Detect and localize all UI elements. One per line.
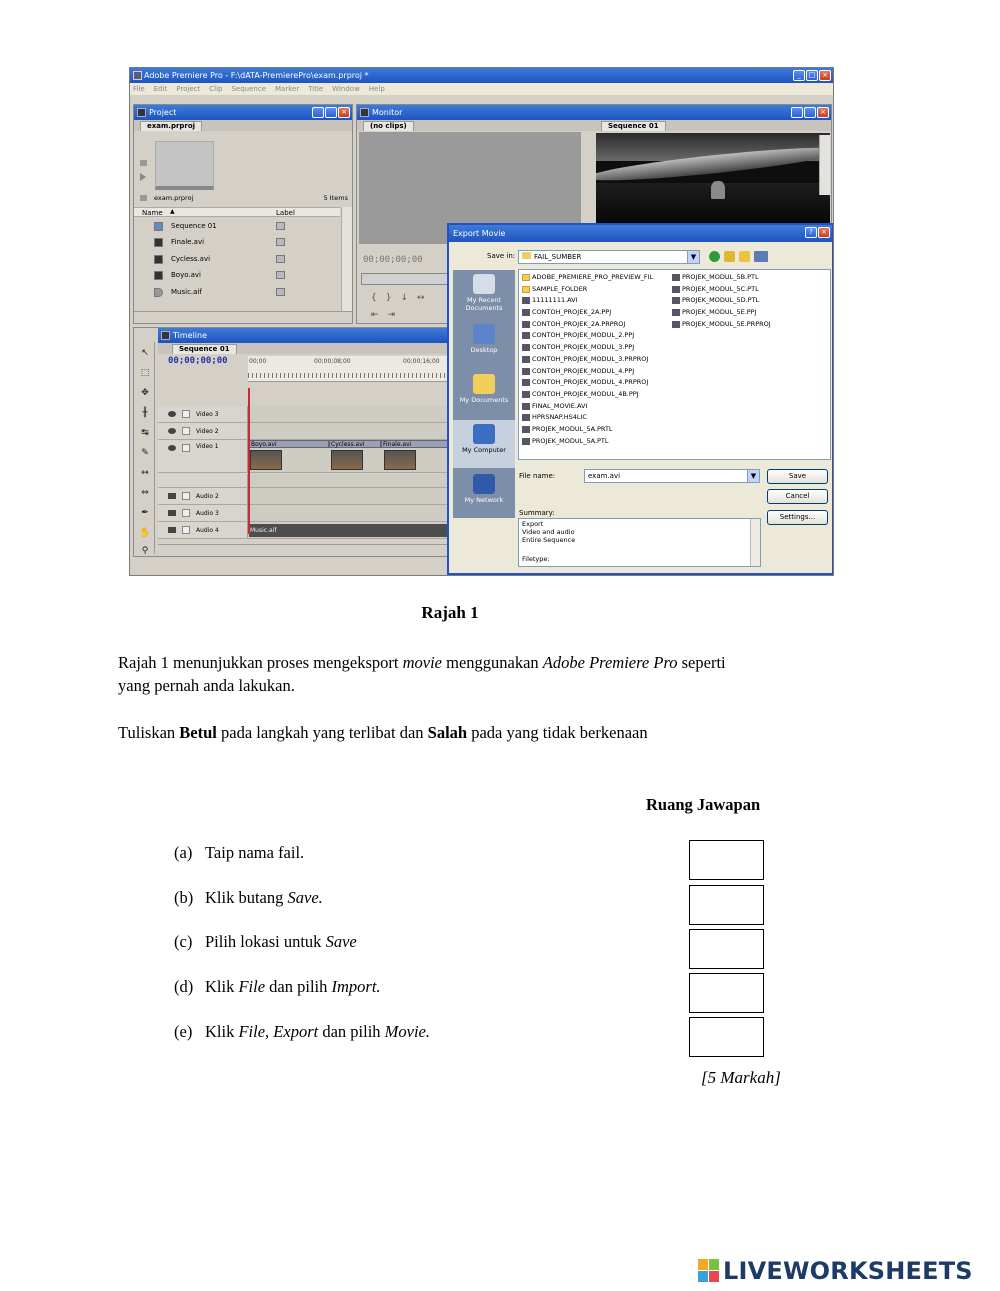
menu-marker[interactable]: Marker [275,85,300,93]
answer-box-c[interactable] [689,929,764,969]
my-computer-icon [473,424,495,444]
file-list-item[interactable]: PROJEK_MODUL_5E.PRPROJ [671,319,771,331]
save-button[interactable]: Save [767,469,828,484]
time-ruler[interactable]: 00;00 00;00;08;00 00;00;16;00 [248,356,447,382]
panel-minimize-icon[interactable] [312,107,324,118]
places-bar [453,270,515,518]
chevron-down-icon[interactable]: ▼ [687,251,699,263]
figure-caption: Rajah 1 [421,603,479,622]
liveworksheets-logo [698,1257,973,1285]
file-list-item[interactable]: CONTOH_PROJEK_2A.PPJ [521,307,653,319]
monitor-panel-titlebar [357,105,831,120]
track-video-2[interactable]: Video 2 [158,423,447,440]
list-item[interactable]: Boyo.avi [134,267,339,283]
tab-sequence[interactable]: Sequence 01 [172,344,237,354]
question-c: (c) Pilih lokasi untuk Save [174,932,357,951]
file-icon [522,379,530,386]
timeline-panel-titlebar [158,328,447,343]
clip-music[interactable]: Music.aif [249,524,447,537]
file-list-item[interactable]: HPRSNAP.HS4LIC [521,412,653,424]
menu-file[interactable]: File [133,85,145,93]
jog-shuttle[interactable] [361,273,449,285]
recent-documents-icon [473,274,495,294]
place-desktop[interactable]: Desktop [453,320,515,368]
track-audio-1[interactable] [158,474,447,488]
file-icon [522,332,530,339]
menu-edit[interactable]: Edit [153,85,168,93]
film-icon [154,271,163,280]
file-icon [522,414,530,421]
project-icon [137,108,146,117]
my-documents-icon [473,374,495,394]
file-list [518,269,831,460]
track-select-tool-icon[interactable]: ⬚ [140,368,150,378]
track-video-1[interactable]: Video 1 Boyo.avi Cycless.avi Finale.avi [158,440,447,473]
back-icon[interactable] [709,251,720,262]
eye-icon[interactable] [168,411,176,417]
summary-box: Export Video and audio Entire Sequence Filetype: [518,518,761,567]
label-swatch [276,255,285,263]
file-icon [522,321,530,328]
answer-box-d[interactable] [689,973,764,1013]
file-list-item[interactable]: CONTOH_PROJEK_MODUL_3.PPJ [521,342,653,354]
menu-clip[interactable]: Clip [209,85,223,93]
place-recent[interactable]: My Recent Documents [453,270,515,318]
file-list-item[interactable]: CONTOH_PROJEK_MODUL_4B.PPJ [521,389,653,401]
cancel-button[interactable]: Cancel [767,489,828,504]
file-list-item[interactable]: PROJEK_MODUL_5A.PRTL [521,424,653,436]
transport-controls-icon[interactable]: {}↓↔ [371,293,434,303]
track-audio-2[interactable]: Audio 2 [158,488,447,505]
folder-icon [522,274,530,281]
selection-tool-icon[interactable]: ↖ [141,348,149,358]
panel-minimize-icon[interactable] [791,107,803,118]
sort-ascending-icon: ▲ [170,208,175,215]
item-count: 5 Items [323,194,348,202]
summary-scrollbar[interactable] [750,519,760,566]
menu-sequence[interactable]: Sequence [231,85,266,93]
liveworksheets-logo-text: LIVEWORKSHEETS [723,1257,973,1285]
timeline-body [158,342,447,556]
column-name[interactable]: Name [142,209,163,217]
app-titlebar [130,68,833,83]
speaker-icon[interactable] [168,510,176,516]
file-name-label: File name: [519,472,556,480]
premiere-screenshot [129,67,834,576]
summary-label: Summary: [519,509,555,517]
file-icon [522,403,530,410]
save-in-dropdown[interactable]: FAIL_SUMBER ▼ [518,250,700,264]
project-file-name: exam.prproj [154,194,194,202]
question-d: (d) Klik File dan pilih Import. [174,977,381,996]
monitor-scrollbar[interactable] [819,135,830,195]
file-list-item[interactable]: PROJEK_MODUL_5B.PTL [671,272,771,284]
file-list-item[interactable]: FINAL_MOVIE.AVI [521,401,653,413]
menu-project[interactable]: Project [176,85,201,93]
clip-finale[interactable]: Finale.avi [381,440,451,448]
project-scrollbar[interactable] [341,207,352,311]
file-list-item[interactable]: CONTOH_PROJEK_MODUL_4.PPJ [521,366,653,378]
folder-icon [140,195,147,201]
premiere-app-icon [133,71,142,80]
razor-tool-icon[interactable]: ✎ [141,448,149,458]
file-icon [522,344,530,351]
source-timecode: 00;00;00;00 [363,255,423,265]
export-dialog-title: Export Movie [453,229,506,238]
clip-boyo[interactable]: Boyo.avi [249,440,329,448]
track-audio-4[interactable]: Audio 4 Music.aif [158,522,447,539]
play-icon[interactable] [140,173,146,181]
close-icon[interactable]: × [819,70,831,81]
track-audio-3[interactable]: Audio 3 [158,505,447,522]
question-a: (a) Taip nama fail. [174,843,305,862]
playhead[interactable] [248,388,250,534]
timeline-panel-title: Timeline [173,331,208,340]
question-e: (e) Klik File, Export dan pilih Movie. [174,1022,431,1041]
marker-controls-icon[interactable]: ⇤⇥ [371,310,405,320]
panel-maximize-icon[interactable] [804,107,816,118]
tab-program[interactable]: Sequence 01 [601,121,666,131]
clip-thumbnail [331,450,363,470]
filetype-label: Filetype: [522,555,550,563]
save-in-label: Save in: [487,252,516,260]
project-panel [133,104,353,324]
speaker-icon[interactable] [168,527,176,533]
folder-icon [522,252,531,259]
marks-label: [5 Markah] [701,1068,781,1087]
program-monitor-view [596,133,830,223]
desktop-icon [473,324,495,344]
liveworksheets-logo-icon [698,1259,720,1283]
rolling-edit-tool-icon[interactable]: ╫ [142,408,148,418]
tab-source[interactable]: (no clips) [363,121,414,131]
file-list-item[interactable]: PROJEK_MODUL_5C.PTL [671,284,771,296]
menu-bar [130,83,833,95]
list-item[interactable]: Sequence 01 [134,218,339,234]
file-list-item[interactable]: ADOBE_PREMIERE_PRO_PREVIEW_FIL [521,272,653,284]
slip-tool-icon[interactable]: ↔ [141,468,149,478]
help-icon[interactable]: ? [805,227,817,238]
export-movie-dialog [447,223,834,575]
file-icon [522,426,530,433]
label-swatch [276,238,285,246]
menu-window[interactable]: Window [332,85,360,93]
file-list-item[interactable]: CONTOH_PROJEK_2A.PRPROJ [521,319,653,331]
panel-maximize-icon[interactable] [325,107,337,118]
view-menu-icon[interactable] [754,251,768,262]
eye-icon[interactable] [168,428,176,434]
panel-close-icon[interactable]: × [338,107,350,118]
dialog-nav-toolbar [709,251,768,262]
new-folder-icon[interactable] [739,251,750,262]
answer-space-heading: Ruang Jawapan [646,795,761,814]
place-computer[interactable]: My Computer [453,420,515,468]
timeline-panel [133,327,448,557]
file-icon [522,356,530,363]
file-icon [522,309,530,316]
list-item[interactable]: Cycless.avi [134,251,339,267]
export-dialog-titlebar [449,225,832,242]
file-icon [672,309,680,316]
file-icon [672,321,680,328]
file-icon [672,286,680,293]
speaker-icon[interactable] [168,493,176,499]
file-column-2 [671,272,771,330]
file-list-item[interactable]: PROJEK_MODUL_5A.PTL [521,436,653,448]
question-b: (b) Klik butang Save. [174,888,323,907]
file-icon [672,274,680,281]
file-list-item[interactable]: PROJEK_MODUL_5D.PTL [671,295,771,307]
file-list-item[interactable]: CONTOH_PROJEK_MODUL_4.PRPROJ [521,377,653,389]
monitor-icon [360,108,369,117]
my-network-icon [473,474,495,494]
hand-tool-icon[interactable]: ✋ [139,528,151,538]
chevron-down-icon[interactable]: ▼ [747,470,759,482]
answer-box-e[interactable] [689,1017,764,1057]
clip-thumbnail [384,450,416,470]
tab-project-file[interactable]: exam.prproj [140,121,202,131]
minimize-icon[interactable]: _ [793,70,805,81]
clip-thumbnail [250,450,282,470]
menu-help[interactable]: Help [368,85,385,93]
menu-title[interactable]: Title [308,85,324,93]
ripple-edit-tool-icon[interactable]: ✥ [141,388,149,398]
file-column-1 [521,272,653,447]
column-label[interactable]: Label [276,209,295,217]
tools-palette [135,342,155,554]
project-panel-titlebar [134,105,352,120]
file-list-item[interactable]: SAMPLE_FOLDER [521,284,653,296]
file-name-input[interactable]: exam.avi ▼ [584,469,760,483]
file-list-item[interactable]: CONTOH_PROJEK_MODUL_3.PRPROJ [521,354,653,366]
file-icon [522,368,530,375]
list-header [134,207,340,217]
answer-box-a[interactable] [689,840,764,880]
maximize-icon[interactable]: □ [806,70,818,81]
file-icon [522,391,530,398]
timeline-icon [161,331,170,340]
audio-icon [154,288,163,297]
eye-icon[interactable] [168,445,176,451]
place-documents[interactable]: My Documents [453,370,515,418]
preview-thumbnail [155,141,214,190]
file-list-item[interactable]: PROJEK_MODUL_5E.PPJ [671,307,771,319]
label-swatch [276,271,285,279]
timeline-zoom-bar[interactable] [158,544,447,556]
sequence-icon [154,222,163,231]
info-icon [140,160,147,166]
app-title: Adobe Premiere Pro - F:\dATA-PremierePro\exam.prproj * [144,71,369,80]
project-bottom-toolbar [134,311,352,323]
close-icon[interactable]: × [818,227,830,238]
list-item[interactable]: Finale.avi [134,234,339,250]
label-swatch [276,222,285,230]
file-icon [672,297,680,304]
file-icon [522,438,530,445]
file-icon [522,297,530,304]
settings-button[interactable]: Settings... [767,510,828,525]
film-icon [154,255,163,264]
file-list-item[interactable]: 11111111.AVI [521,295,653,307]
monitor-panel-title: Monitor [372,108,403,117]
file-list-item[interactable]: CONTOH_PROJEK_MODUL_2.PPJ [521,330,653,342]
intro-paragraph: Rajah 1 menunjukkan proses mengeksport movie menggunakan Adobe Premiere Pro seperti yang pernah anda lakukan. [118,653,726,695]
slide-tool-icon[interactable]: ⇔ [141,488,149,498]
folder-icon [522,286,530,293]
rate-stretch-tool-icon[interactable]: ↹ [141,428,149,438]
panel-close-icon[interactable]: × [817,107,829,118]
timeline-timecode: 00;00;00;00 [168,356,228,366]
up-folder-icon[interactable] [724,251,735,262]
clip-cycless[interactable]: Cycless.avi [329,440,381,448]
instruction-paragraph: Tuliskan Betul pada langkah yang terlibat dan Salah pada yang tidak berkenaan [118,723,648,742]
track-video-3[interactable]: Video 3 [158,406,447,423]
place-network[interactable]: My Network [453,470,515,518]
project-panel-title: Project [149,108,177,117]
zoom-tool-icon[interactable]: ⚲ [141,546,149,556]
answer-box-b[interactable] [689,885,764,925]
label-swatch [276,288,285,296]
pen-tool-icon[interactable]: ✒ [141,508,149,518]
film-icon [154,238,163,247]
list-item[interactable]: Music.aif [134,284,339,300]
